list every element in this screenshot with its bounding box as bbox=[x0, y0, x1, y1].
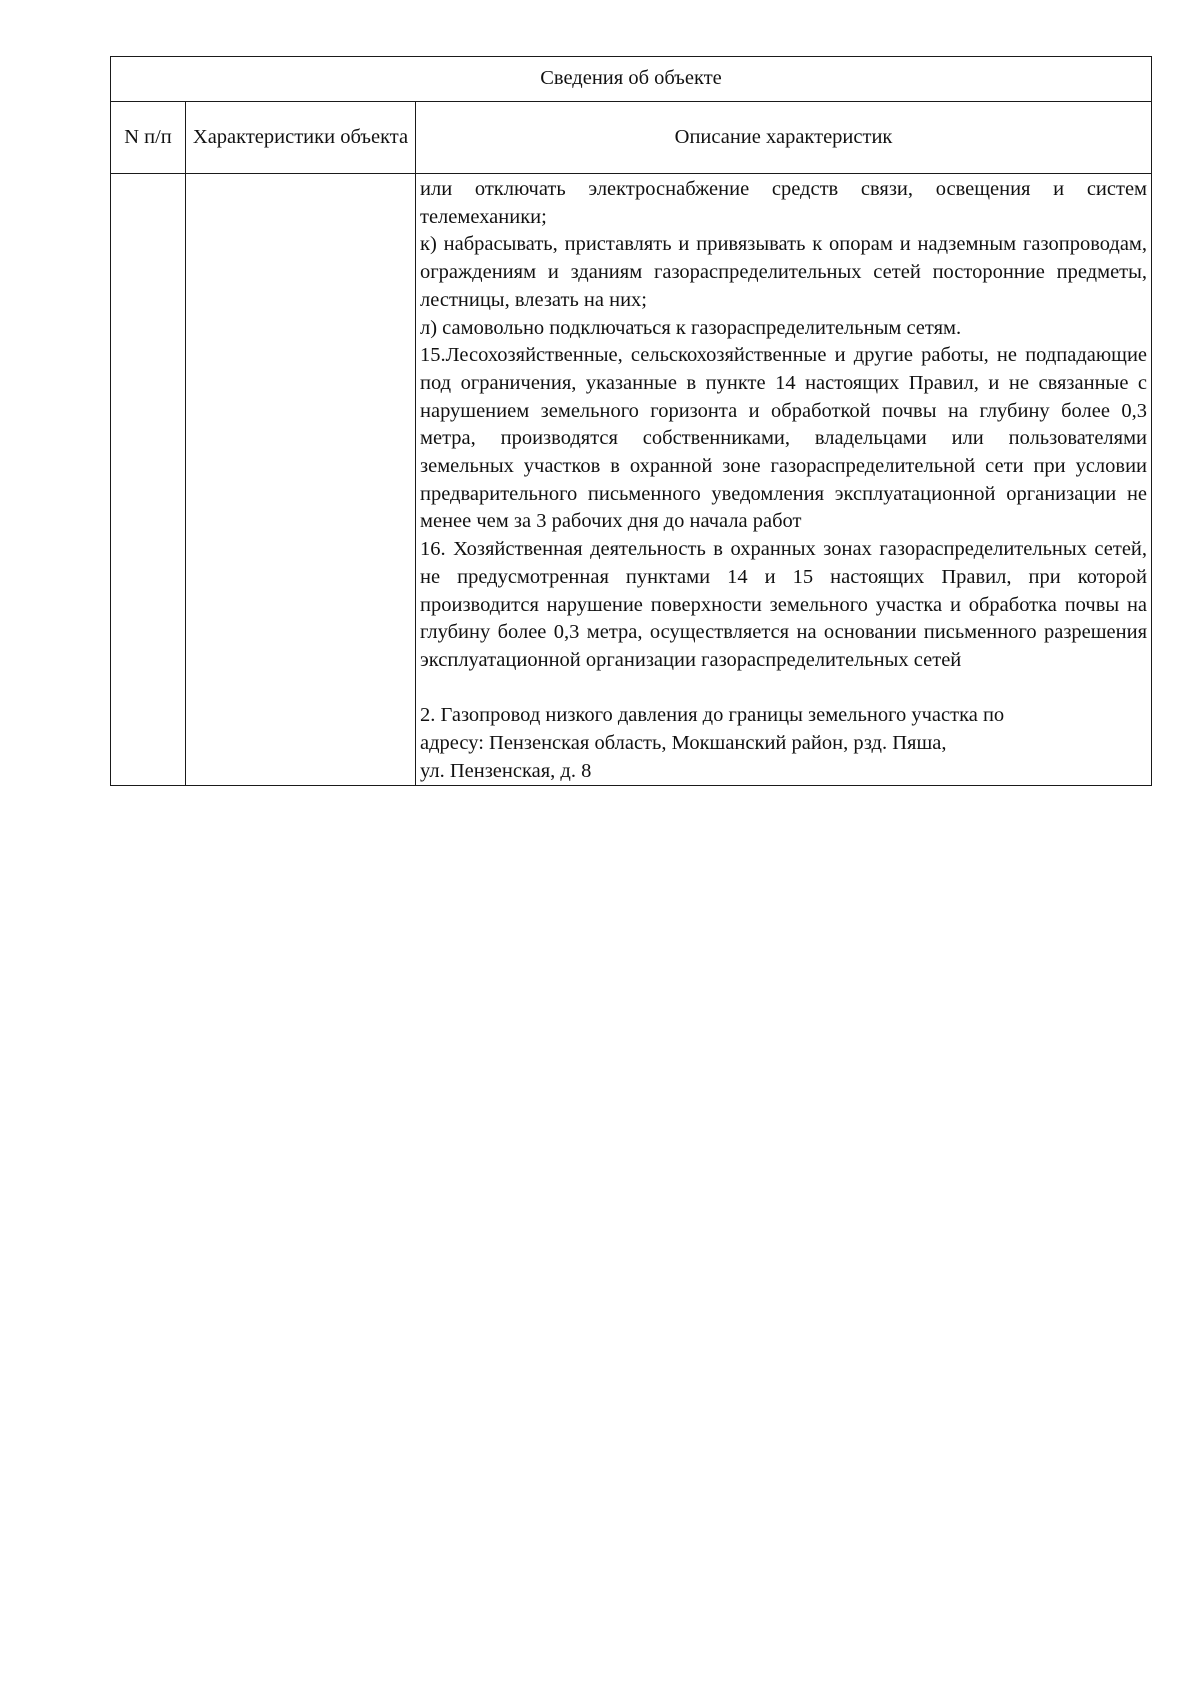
row-description-cell bbox=[416, 174, 1152, 786]
address-line: адресу: Пензенская область, Мокшанский район, рзд. Пяша, bbox=[420, 732, 947, 755]
description-paragraph: 15.Лесохозяйственные, сельскохозяйственные и другие работы, не подпадающие под ограничения, указанные в пункте 14 настоящих Правил, и не связанные с нарушением земельного горизонта и обработкой почвы на глубину более 0,3 метра, производятся собственниками, владельцами или пользователями земельных участков в охранной зоне газораспределительной сети при условии предварительного письменного уведомления эксплуатационной организации не менее чем за 3 рабочих дня до начала работ bbox=[420, 344, 1148, 533]
header-characteristics: Характеристики объекта bbox=[186, 102, 416, 174]
table-title: Сведения об объекте bbox=[111, 57, 1152, 102]
description-paragraph: к) набрасывать, приставлять и привязывать к опорам и надземным газопроводам, ограждениям и зданиям газораспределительных сетей посторонние предметы, лестницы, влезать на них; bbox=[420, 233, 1148, 311]
row-number-cell bbox=[111, 174, 186, 786]
row-characteristics-cell bbox=[186, 174, 416, 786]
header-number: N п/п bbox=[111, 102, 186, 174]
address-line: ул. Пензенская, д. 8 bbox=[420, 759, 592, 782]
description-paragraph: 16. Хозяйственная деятельность в охранных зонах газораспределительных сетей, не предусмотренная пунктами 14 и 15 настоящих Правил, при которой производится нарушение поверхности земельного участка и обработка почвы на глубину более 0,3 метра, осуществляется на основании письменного разрешения эксплуатационной организации газораспределительных сетей bbox=[420, 538, 1148, 671]
description-paragraph: или отключать электроснабжение средств связи, освещения и систем телемеханики; bbox=[420, 178, 1148, 228]
address-line: 2. Газопровод низкого давления до границы земельного участка по bbox=[420, 704, 1005, 727]
description-paragraph: л) самовольно подключаться к газораспределительным сетям. bbox=[420, 316, 962, 339]
table-title-row bbox=[111, 57, 1152, 102]
object-info-table bbox=[110, 56, 1152, 786]
paragraph-spacer bbox=[420, 675, 1147, 703]
header-description: Описание характеристик bbox=[416, 102, 1152, 174]
table-header-row bbox=[111, 102, 1152, 174]
table-row bbox=[111, 174, 1152, 786]
